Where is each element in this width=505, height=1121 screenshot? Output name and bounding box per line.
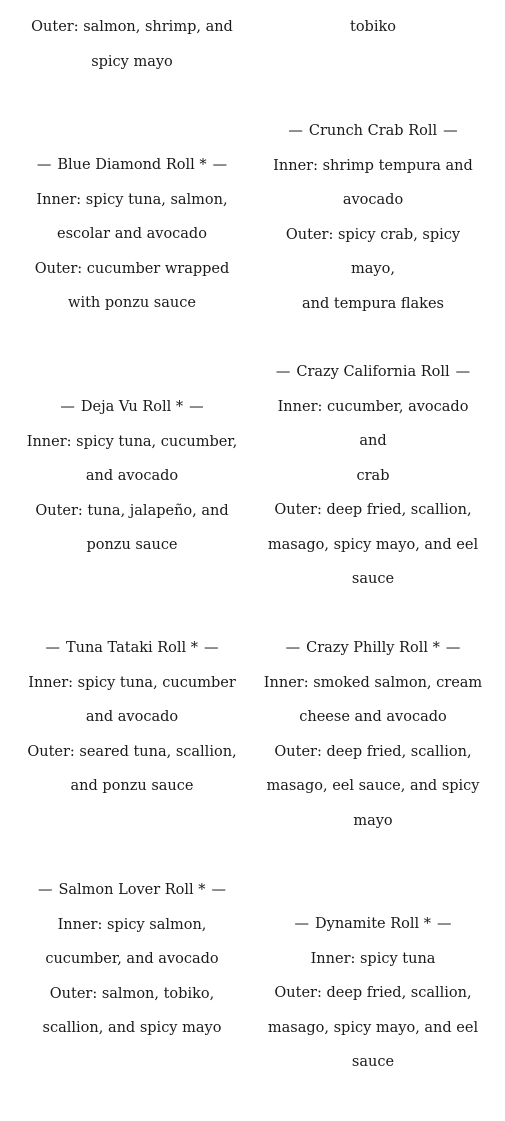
menu-item-title [22,873,242,908]
ingredient-line: Outer: salmon, tobiko, [49,985,215,1002]
menu-item-title [22,148,242,183]
roll-name: Dynamite Roll * [315,916,431,932]
title-dash: — [294,916,309,932]
ingredient-line: sauce [351,1054,395,1070]
ingredient-line: avocado [342,192,404,208]
title-dash: — [275,364,291,380]
title-dash: — [285,640,301,656]
ingredient-line: tobiko [350,19,396,35]
ingredient-line: Outer: deep fried, scallion, [274,985,472,1001]
ingredient-line: Outer: deep fried, scallion, [274,743,472,760]
ingredient-line: masago, spicy mayo, and eel [267,536,479,553]
ingredient-line: Inner: spicy tuna [310,950,436,967]
ingredient-line: Inner: spicy tuna, cucumber, [26,433,238,450]
title-dash: — [204,640,219,656]
roll-name: Crunch Crab Roll [308,123,438,139]
title-dash: — [455,364,471,380]
ingredient-line: Outer: tuna, jalapeño, and [35,502,229,519]
roll-name: Blue Diamond Roll * [57,157,207,173]
menu-item-title [262,907,484,942]
menu-item-title [22,390,242,425]
ingredient-line: cucumber, and avocado [45,951,219,967]
title-dash: — [45,640,60,656]
menu-item-title [262,114,484,149]
ingredient-line: scallion, and spicy mayo [42,1020,222,1036]
ingredient-line: mayo [353,812,393,829]
menu-item-dynamite-roll [262,907,484,1080]
title-dash: — [36,157,52,173]
menu-item-crazy-california-roll [262,355,484,597]
ingredient-line: Inner: shrimp tempura and [273,157,473,174]
ingredient-line: masago, eel sauce, and spicy [266,778,480,794]
menu-item-title [22,631,242,666]
ingredient-line: Outer: seared tuna, scallion, [27,743,237,760]
ingredient-line: Outer: salmon, shrimp, and [31,19,233,35]
menu-item-title [262,631,484,666]
menu-item-tuna-tataki-roll [22,631,242,804]
ingredient-line: and ponzu sauce [70,778,194,794]
title-dash: — [445,640,461,656]
roll-name: Deja Vu Roll * [80,399,184,415]
title-dash: — [437,916,452,932]
ingredient-line: crab [356,467,390,484]
roll-name: Crazy Philly Roll * [306,640,440,656]
menu-item-left-continued [22,10,242,79]
title-dash: — [211,882,227,898]
ingredient-line: escolar and avocado [57,226,207,242]
ingredient-line: with ponzu sauce [68,295,196,311]
roll-name: Crazy California Roll [296,364,450,380]
title-dash: — [60,399,75,415]
ingredient-line: spicy mayo [91,53,173,70]
title-dash: — [212,157,228,173]
menu-item-crazy-philly-roll [262,631,484,838]
title-dash: — [443,123,458,139]
ingredient-line: Outer: cucumber wrapped [34,260,230,277]
ingredient-line: masago, spicy mayo, and eel [267,1019,479,1036]
title-dash: — [288,123,303,139]
ingredient-line: Inner: spicy tuna, salmon, [36,191,228,208]
ingredient-line: Outer: spicy crab, spicy mayo, [285,226,461,277]
menu-item-blue-diamond-roll [22,148,242,321]
ingredient-line: Inner: spicy salmon, [57,916,207,933]
ingredient-line: cheese and avocado [299,709,447,725]
title-dash: — [37,882,53,898]
ingredient-line: sauce [351,571,395,587]
menu-item-crunch-crab-roll [262,114,484,321]
roll-name: Salmon Lover Roll * [58,882,206,898]
menu-item-salmon-lover-roll [22,873,242,1046]
ingredient-line: Inner: spicy tuna, cucumber [28,674,236,691]
menu-item-right-continued [262,10,484,45]
roll-name: Tuna Tataki Roll * [65,640,199,656]
ingredient-line: and avocado [85,468,179,484]
menu-item-deja-vu-roll [22,390,242,563]
menu-item-title [262,355,484,390]
ingredient-line: Inner: smoked salmon, cream [263,674,483,691]
title-dash: — [189,399,204,415]
ingredient-line: and tempura flakes [302,295,444,312]
ingredient-line: Inner: cucumber, avocado and [277,398,469,449]
ingredient-line: Outer: deep fried, scallion, [274,502,472,518]
ingredient-line: and avocado [85,709,179,725]
ingredient-line: ponzu sauce [86,537,178,553]
